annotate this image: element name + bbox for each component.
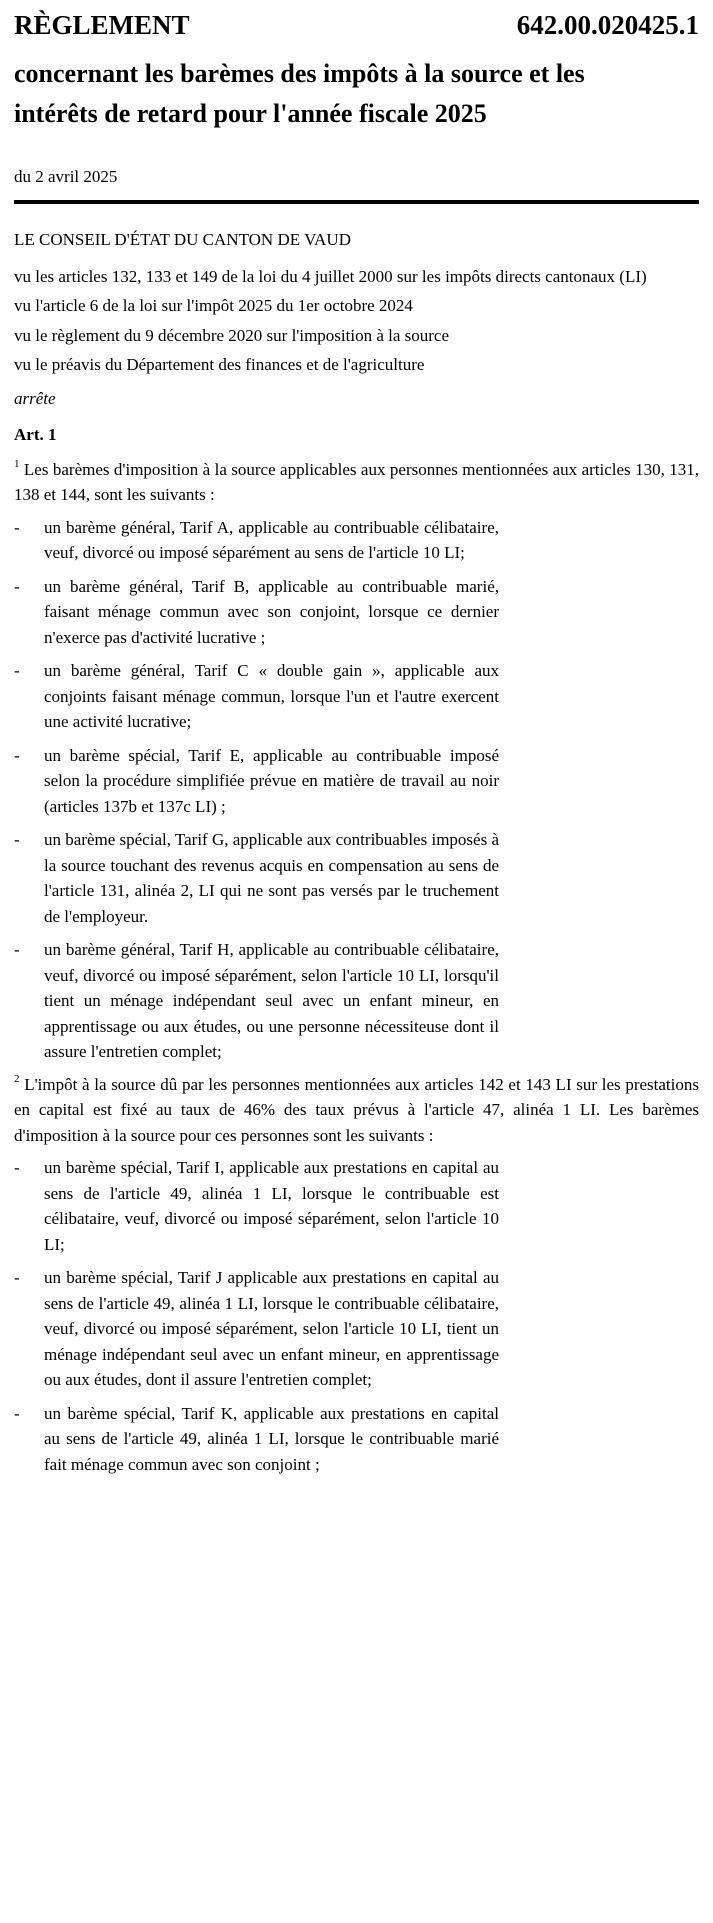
document-date: du 2 avril 2025 <box>14 167 118 186</box>
list-dash: - <box>14 1403 20 1423</box>
article-paragraph-1 <box>14 457 699 508</box>
list-item <box>14 1265 499 1393</box>
list-item <box>14 515 499 566</box>
considerant-2: vu l'article 6 de la loi sur l'impôt 2025 du 1er octobre 2024 <box>14 296 413 315</box>
list-item-text: un barème général, Tarif B, applicable au contribuable marié, faisant ménage commun avec son conjoint, lorsque ce dernier n'exerce pas d'activité lucrative ; <box>44 576 499 647</box>
considerant-3: vu le règlement du 9 décembre 2020 sur l'imposition à la source <box>14 325 450 345</box>
tariff-list-2 <box>14 1155 699 1477</box>
list-item-text: un barème général, Tarif A, applicable au contribuable célibataire, veuf, divorcé ou imposé séparément au sens de l'article 10 LI; <box>44 517 499 562</box>
document-header <box>14 0 699 42</box>
article-heading: Art. 1 <box>14 425 57 444</box>
list-item <box>14 827 499 929</box>
paragraph-number: 1 <box>14 457 20 470</box>
list-item <box>14 574 499 651</box>
list-item-text: un barème général, Tarif H, applicable au contribuable célibataire, veuf, divorcé ou imposé séparément, selon l'article 10 LI, lorsqu'il tient un ménage indépendant seul avec un enfant mineur, en apprentissage ou aux études, ou une personne nécessiteuse dont il assure l'entretien complet; <box>44 940 499 1061</box>
list-dash: - <box>14 940 20 959</box>
considerant-4: vu le préavis du Département des finances et de l'agriculture <box>14 355 425 374</box>
paragraph-text: Les barèmes d'imposition à la source applicables aux personnes mentionnées aux articles 130, 131, 138 et 144, sont les suivants : <box>14 459 699 504</box>
article-paragraph-2 <box>14 1072 699 1149</box>
list-dash: - <box>14 661 20 680</box>
list-item-text: un barème spécial, Tarif J applicable aux prestations en capital au sens de l'article 49, alinéa 1 LI, lorsque le contribuable célibataire, veuf, divorcé ou imposé séparément, selon l'article 10 LI, tient un ménage indépendant seul avec un enfant mineur, en apprentissage ou aux études, dont il assure l'entretien complet; <box>44 1268 499 1389</box>
list-item <box>14 1155 499 1257</box>
subtitle-line-1: concernant les barèmes des impôts à la source et les <box>14 59 585 88</box>
document-subtitle <box>14 54 699 134</box>
list-item <box>14 743 499 820</box>
paragraph-text: L'impôt à la source dû par les personnes mentionnées aux articles 142 et 143 LI sur les prestations en capital est fixé au taux de 46% des taux prévus à l'article 47, alinéa 1 LI. Les barèmes d'imposition à la source pour ces personnes sont les suivants : <box>14 1074 699 1145</box>
list-dash: - <box>14 830 20 849</box>
list-item <box>14 1401 499 1478</box>
document-page <box>14 0 699 1477</box>
list-dash: - <box>14 745 20 765</box>
decision-verb: arrête <box>14 388 56 408</box>
list-item-text: un barème spécial, Tarif E, applicable au contribuable imposé selon la procédure simplifiée prévue en matière de travail au noir (articles 137b et 137c LI) ; <box>44 745 499 816</box>
list-item <box>14 658 499 735</box>
paragraph-number: 2 <box>14 1072 20 1085</box>
document-type-title: RÈGLEMENT <box>14 10 190 40</box>
list-item-text: un barème général, Tarif C « double gain », applicable aux conjoints faisant ménage commun, lorsque l'un et l'autre exercent une activité lucrative; <box>44 661 499 731</box>
subtitle-line-2: intérêts de retard pour l'année fiscale 2025 <box>14 99 487 128</box>
list-dash: - <box>14 517 20 537</box>
list-item <box>14 937 499 1065</box>
document-reference-number: 642.00.020425.1 <box>516 10 699 40</box>
list-item-text: un barème spécial, Tarif I, applicable aux prestations en capital au sens de l'article 49, alinéa 1 LI, lorsque le contribuable est célibataire, veuf, divorcé ou imposé séparément, selon l'article 10 LI; <box>44 1158 499 1254</box>
list-item-text: un barème spécial, Tarif G, applicable aux contribuables imposés à la source touchant des revenus acquis en compensation au sens de l'article 131, alinéa 2, LI qui ne sont pas versés par le truchement de l'employeur. <box>44 830 499 926</box>
list-item-text: un barème spécial, Tarif K, applicable aux prestations en capital au sens de l'article 49, alinéa 1 LI, lorsque le contribuable marié fait ménage commun avec son conjoint ; <box>44 1403 499 1474</box>
list-dash: - <box>14 576 20 596</box>
header-divider <box>14 200 699 204</box>
issuing-authority: LE CONSEIL D'ÉTAT DU CANTON DE VAUD <box>14 230 351 249</box>
list-dash: - <box>14 1158 20 1177</box>
list-dash: - <box>14 1268 20 1287</box>
tariff-list-1 <box>14 515 699 1065</box>
considerant-1: vu les articles 132, 133 et 149 de la loi du 4 juillet 2000 sur les impôts directs cantonaux (LI) <box>14 266 647 286</box>
